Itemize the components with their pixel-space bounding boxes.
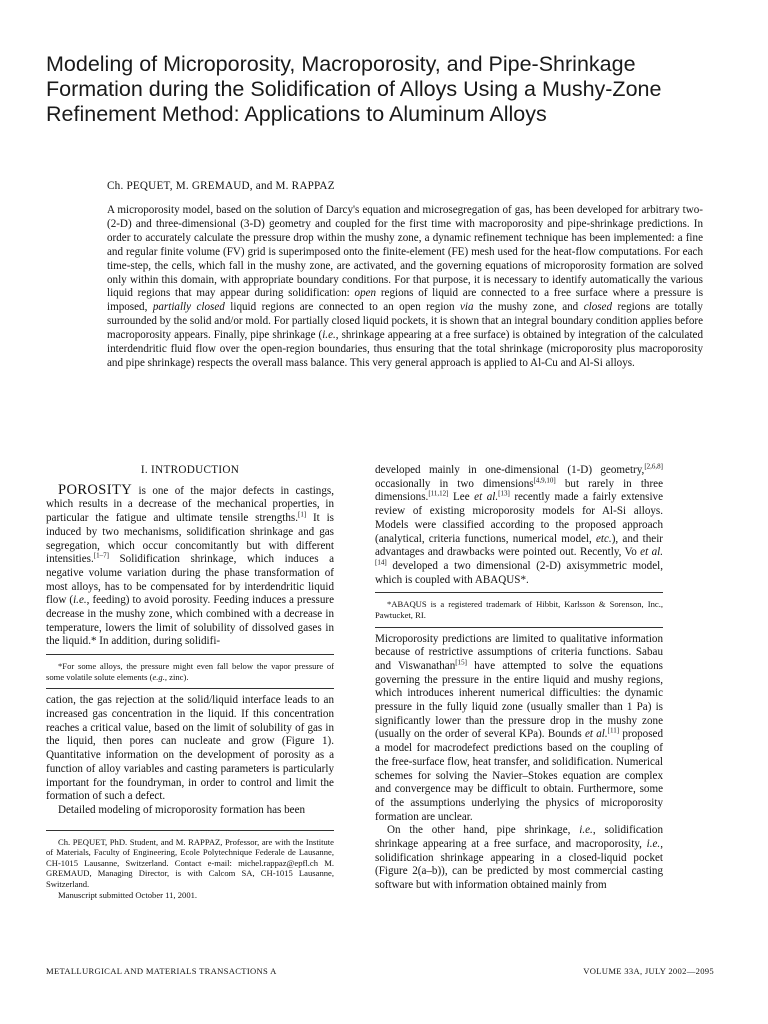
intro-paragraph-3: Detailed modeling of microporosity formation has been [58, 803, 306, 816]
author-list: Ch. PEQUET, M. GREMAUD, and M. RAPPAZ [107, 180, 335, 192]
footnote-abaqus: *ABAQUS is a registered trademark of Hibbit, Karlsson & Sorenson, Inc., Pawtucket, RI. [375, 599, 663, 620]
footnote-rule [46, 654, 334, 655]
column-divider-rule [375, 627, 663, 628]
intro-paragraph-1: POROSITY is one of the major defects in castings, which results in a decrease of the mechanical properties, in particular the fatigue and ultimate tensile strengths.[1] It is induced by two mechanisms, solidification shrinkage and gas segregation, which occur concomitantly but with different intensities.[1–7] Solidification shrinkage, which induces a negative volume variation during the phase transformation of most alloys, has to be compensated for by interdendritic liquid flow (i.e., feeding) to avoid porosity. Feeding induces a pressure decrease in the mushy zone, which combined with a decrease in temperature, lowers the limit of solubility of dissolved gases in the liquid.* In addition, during solidifi- [46, 481, 335, 648]
column-divider-rule [46, 688, 334, 689]
footnote-pressure: *For some alloys, the pressure might even fall below the vapor pressure of some volatile solute elements (e.g., zinc). [46, 661, 334, 682]
paper-title: Modeling of Microporosity, Macroporosity, and Pipe-Shrinkage Formation during the Solidification of Alloys Using a Mushy-Zone Refinement Method: Applications to Aluminum Alloys [46, 52, 662, 126]
page-number-footer: VOLUME 33A, JULY 2002—2095 [583, 966, 714, 976]
journal-footer: METALLURGICAL AND MATERIALS TRANSACTIONS A [46, 966, 277, 976]
section-heading: I. INTRODUCTION [140, 464, 240, 476]
intro-paragraph-6: On the other hand, pipe shrinkage, i.e., solidification shrinkage appearing at a free surface, and macroporosity, i.e., solidification shrinkage appearing in a closed-liquid pocket (Figure 2(a–b)), can be predicted by most commercial casting software but with information obtained mainly from [375, 824, 663, 892]
author-affiliation: Ch. PEQUET, PhD. Student, and M. RAPPAZ, Professor, are with the Institute of Materials, Faculty of Engineering, Ecole Polytechnique Federale de Lausanne, CH-1015 Lausanne, Switzerland. Contact e-mail: michel.rappaz@epfl.ch M. GREMAUD, Managing Director, is with Calcom SA, CH-1015 Lausanne, Switzerland. [46, 836, 334, 890]
abstract: A microporosity model, based on the solution of Darcy's equation and microsegregation of gas, has been developed for arbitrary two- (2-D) and three-dimensional (3-D) geometry and coupled for the first time with macroporosity and pipe-shrinkage predictions. In order to accurately calculate the pressure drop within the mushy zone, a dynamic refinement technique has been implemented: a fine and regular finite volume (FV) grid is superimposed onto the finite-element (FE) mesh used for the heat-flow computations. For each time-step, the cells, which fall in the mushy zone, are activated, and the governing equations of microporosity formation are solved only within this domain, with appropriate boundary conditions. For that purpose, it is necessary to identify automatically the various liquid regions that may appear during solidification: open regions of liquid are connected to a free surface where a pressure is imposed, partially closed liquid regions are connected to an open region via the mushy zone, and closed regions are totally surrounded by the solid and/or mold. For partially closed liquid pockets, it is shown that an integral boundary condition applies before macroporosity appears. Finally, pipe shrinkage (i.e., shrinkage appearing at a free surface) is obtained by integration of the calculated interdendritic fluid flow over the open-region boundaries, thus ensuring that the total shrinkage (microporosity plus macroporosity and pipe shrinkage) respects the overall mass balance. This very general approach is applied to Al-Cu and Al-Si alloys. [107, 204, 704, 369]
left-column [46, 464, 334, 900]
intro-paragraph-2: cation, the gas rejection at the solid/liquid interface leads to an increased gas concentration in the liquid. If this concentration reaches a critical value, based on the limit of solubility of gas in the liquid, then pores can nucleate and grow (Figure 1). Quantitative information on the development of porosity as a function of alloy variables and casting parameters is particularly important for the foundryman, in order to control and limit the formation of such a defect. [46, 694, 334, 803]
affiliation-rule [46, 830, 334, 831]
manuscript-date: Manuscript submitted October 11, 2001. [58, 889, 198, 900]
intro-paragraph-4: developed mainly in one-dimensional (1-D) geometry,[2,6,8] occasionally in two dimensions[4,9,10] but rarely in three dimensions.[11,12] Lee et al.[13] recently made a fairly extensive review of existing microporosity models for Al-Si alloys. Models were classified according to the proposed approach (analytical, criteria functions, numerical model, etc.), and their advantages and drawbacks were pointed out. Recently, Vo et al.[14] developed a two dimensional (2-D) axisymmetric model, which is coupled with ABAQUS*. [375, 462, 663, 586]
intro-paragraph-5: Microporosity predictions are limited to qualitative information because of restrictive assumptions of criteria functions. Sabau and Viswanathan[15] have attempted to solve the equations governing the pressure in the entire liquid and mushy regions, which introduces inherent numerical difficulties: the dynamic pressure in the fully liquid zone (usually smaller than 1 Pa) is significantly lower than the pressure drop in the mushy zone (usually on the order of several KPa). Bounds et al.[11] proposed a model for macrodefect predictions based on the coupling of the free-surface flow, heat transfer, and solidification. Numerical schemes for solving the Navier–Stokes equation are complex and convergence may be difficult to obtain. Furthermore, some of the assumptions underlying the physics of microporosity formation are unclear. [375, 632, 664, 823]
footnote-rule [375, 592, 663, 593]
right-column [375, 464, 663, 893]
